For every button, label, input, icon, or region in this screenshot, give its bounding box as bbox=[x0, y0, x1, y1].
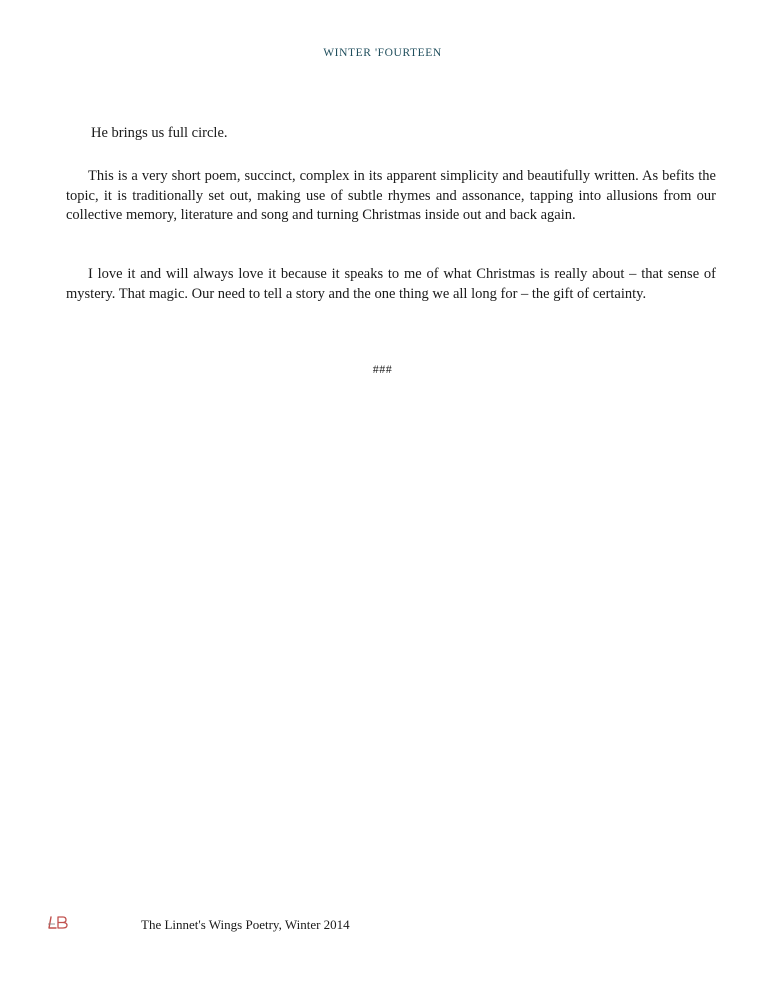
publisher-logo-icon bbox=[47, 915, 69, 931]
paragraph-intro: He brings us full circle. bbox=[91, 125, 228, 141]
paragraph-conclusion: I love it and will always love it because it speaks to me of what Christmas is really about – that sense of mystery. That magic. Our need to tell a story and the one thing we all long for – the gift of certainty. bbox=[66, 266, 716, 302]
running-header: WINTER 'FOURTEEN bbox=[323, 47, 442, 59]
paragraph-analysis: This is a very short poem, succinct, complex in its apparent simplicity and beautifully written. As befits the topic, it is traditionally set out, making use of subtle rhymes and assonance, tapping into allusions from our collective memory, literature and song and turning Christmas inside out and back again. bbox=[66, 168, 716, 223]
section-separator: ### bbox=[372, 362, 393, 376]
footer-publication: The Linnet's Wings Poetry, Winter 2014 bbox=[141, 917, 350, 932]
